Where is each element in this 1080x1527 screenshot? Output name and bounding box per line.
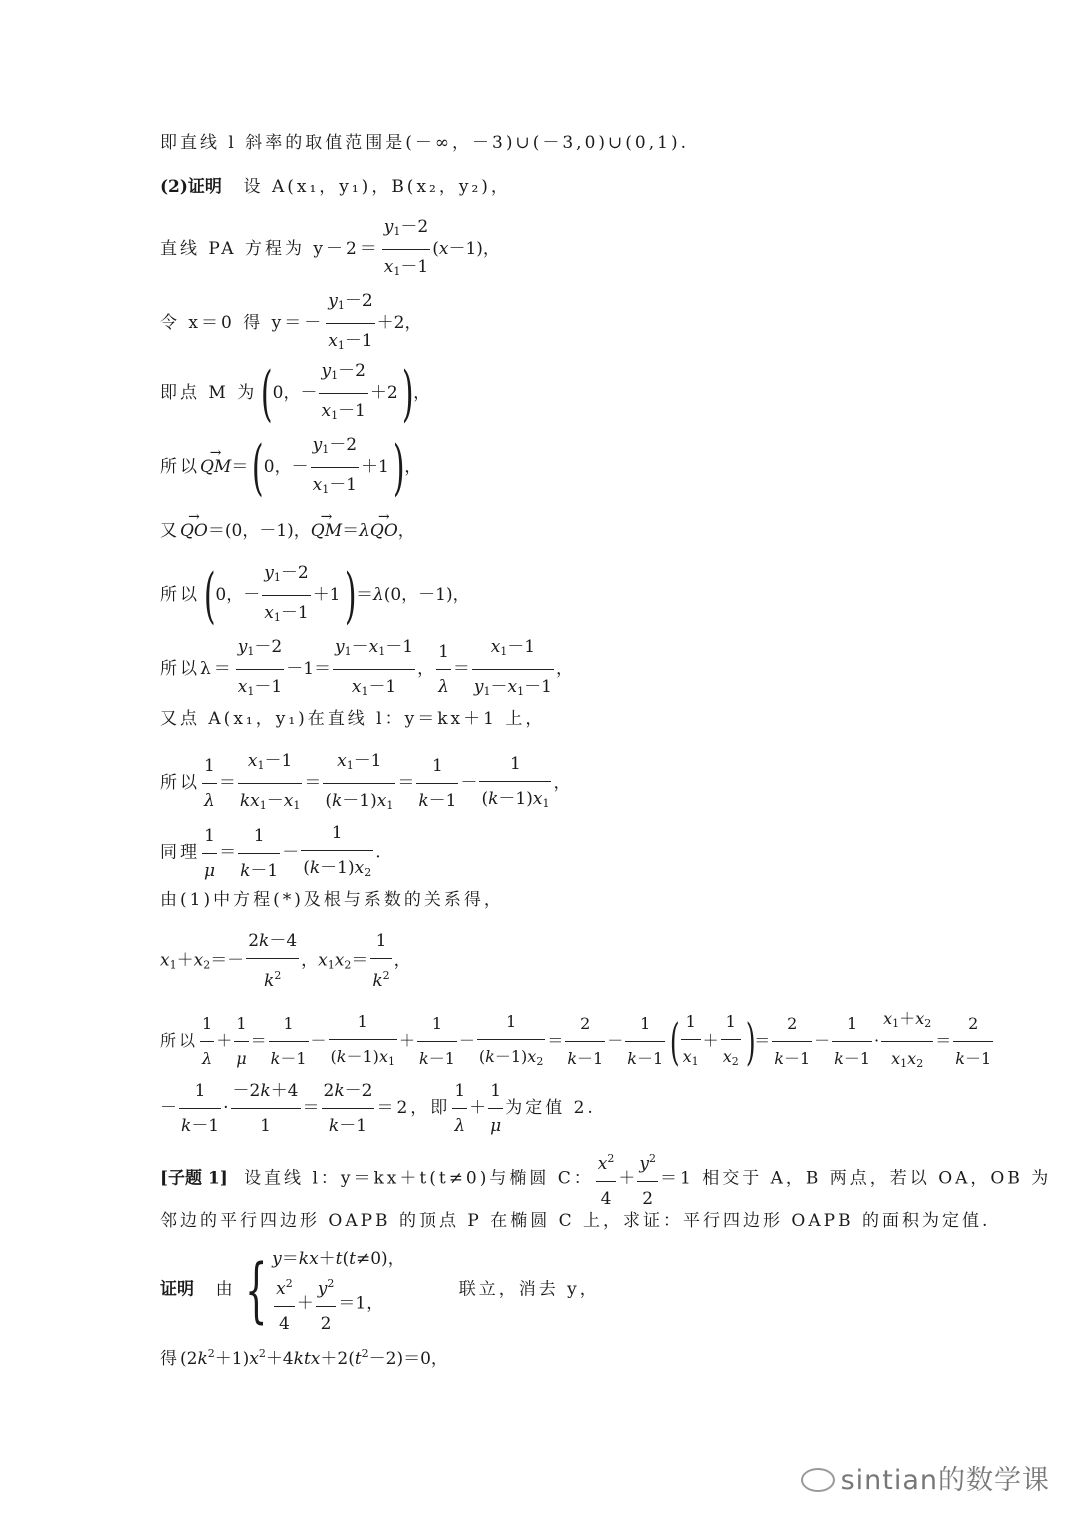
text-line-slope-range: 即直线 l 斜率的取值范围是(－∞，－3)∪(－3,0)∪(0,1). (160, 133, 689, 153)
text-line-lambda-vector: 所以(0，－ $\frac{y_1-2}{x_1-1}$ ＋1)＝λ(0，－1)， (160, 560, 470, 631)
proof-part-label: (2)证明 (160, 177, 222, 197)
subproblem-label: [子题 1] (160, 1168, 228, 1189)
text-line-proof-setup: (2)证明 设 A(x₁，y₁)，B(x₂，y₂)， (160, 177, 511, 197)
text-line-reciprocal-lambda: 所以 $\frac{1}{\lambda}$ ＝ $\frac{x_1-1}{kx_1-x_1}$ ＝ $\frac{x_1-1}{(k-1)x_1}$ ＝ $\frac{1}{k-1}$ － $\frac{1}{(k-1)x_1}$ ， (160, 750, 570, 817)
text-line-lambda-value: 所以λ＝ $\frac{y_1-2}{x_1-1}$ －1＝ $\frac{y_1-x_1-1}{x_1-1}$ ， $\frac{1}{\lambda}$ ＝ $\frac{x_1-1}{y_1-x_1-1}$ ， (160, 636, 573, 703)
text-line-subproblem: [子题 1] 设直线 l：y＝kx＋t(t≠0)与椭圆 C： $\frac{x^2}{4}$ ＋ $\frac{y^2}{2}$ ＝1 相交于 A，B 两点，若以 OA，OB 为 (160, 1152, 1052, 1209)
text-line-subproblem-cont: 邻边的平行四边形 OAPB 的顶点 P 在椭圆 C 上，求证：平行四边形 OAPB 的面积为定值. (160, 1211, 991, 1231)
watermark: sintian的数学课 (801, 1458, 1050, 1497)
text-line-sum-reciprocals: 所以 $\frac{1}{\lambda}$ ＋ $\frac{1}{\mu}$ ＝ $\frac{1}{k-1}$ － $\frac{1}{(k-1)x_1}$ ＋ $\frac{1}{k-1}$ － $\frac{1}{(k-1)x_2}$ ＝ $\frac{2}{k-1}$ － $\frac{1}{k-1}$ ( $\frac{1}{x_1}$ ＋ $\frac{1}{x_2}$ )＝ $\frac{2}{k-1}$ － $\frac{1}{k-1}$ · $\frac{x_1+x_2}{x_1x_2}$ ＝ $\frac{2}{k-1}$ (160, 1008, 995, 1075)
text-line-point-on-line: 又点 A(x₁，y₁)在直线 l：y＝kx＋1 上， (160, 709, 546, 729)
text-line-vector-qm: 所以→ QM＝(0，－ $\frac{y_1-2}{x_1-1}$ ＋1)， (160, 434, 421, 501)
text-line-pa-equation: 直线 PA 方程为 y－2＝ $\frac{y_1-2}{x_1-1}$ (x－1)， (160, 216, 500, 283)
text-line-constant-result: － $\frac{1}{k-1}$ · $\frac{-2k+4}{1}$ ＝ $\frac{2k-2}{k-1}$ ＝2，即 $\frac{1}{\lambda}$ ＋ $\frac{1}{\mu}$ 为定值 2. (160, 1081, 596, 1136)
text-line-vieta: $x_1+x_2=-$ $\frac{2k-4}{k^2}$ ，$x_1x_2=$ $\frac{1}{k^2}$ ， (160, 931, 411, 991)
wechat-logo-icon (801, 1468, 835, 1492)
proof-label: 证明 (160, 1279, 194, 1300)
text-line-vector-qo: 又→ QO＝(0，－1)，→ QM＝λ→ QO， (160, 520, 415, 542)
text-line-quadratic: 得$(2k^2+1)x^2+4ktx+2(t^2-2)=0$， (160, 1347, 448, 1369)
text-line-vieta-intro: 由(1)中方程(*)及根与系数的关系得， (160, 890, 504, 910)
text-line-reciprocal-mu: 同理 $\frac{1}{\mu}$ ＝ $\frac{1}{k-1}$ － $\frac{1}{(k-1)x_2}$ . (160, 822, 381, 884)
text-line-let-x-zero: 令 x＝0 得 y＝－ $\frac{y_1-2}{x_1-1}$ ＋2， (160, 290, 421, 357)
text-line-proof-system: 证明 由 { y＝kx＋t(t≠0)， $\frac{x^2}{4}$ ＋ $\frac{y^2}{2}$ ＝1， 联立，消去 y， (160, 1249, 600, 1334)
text-line-point-m: 即点 M 为(0，－ $\frac{y_1-2}{x_1-1}$ ＋2)， (160, 358, 431, 429)
